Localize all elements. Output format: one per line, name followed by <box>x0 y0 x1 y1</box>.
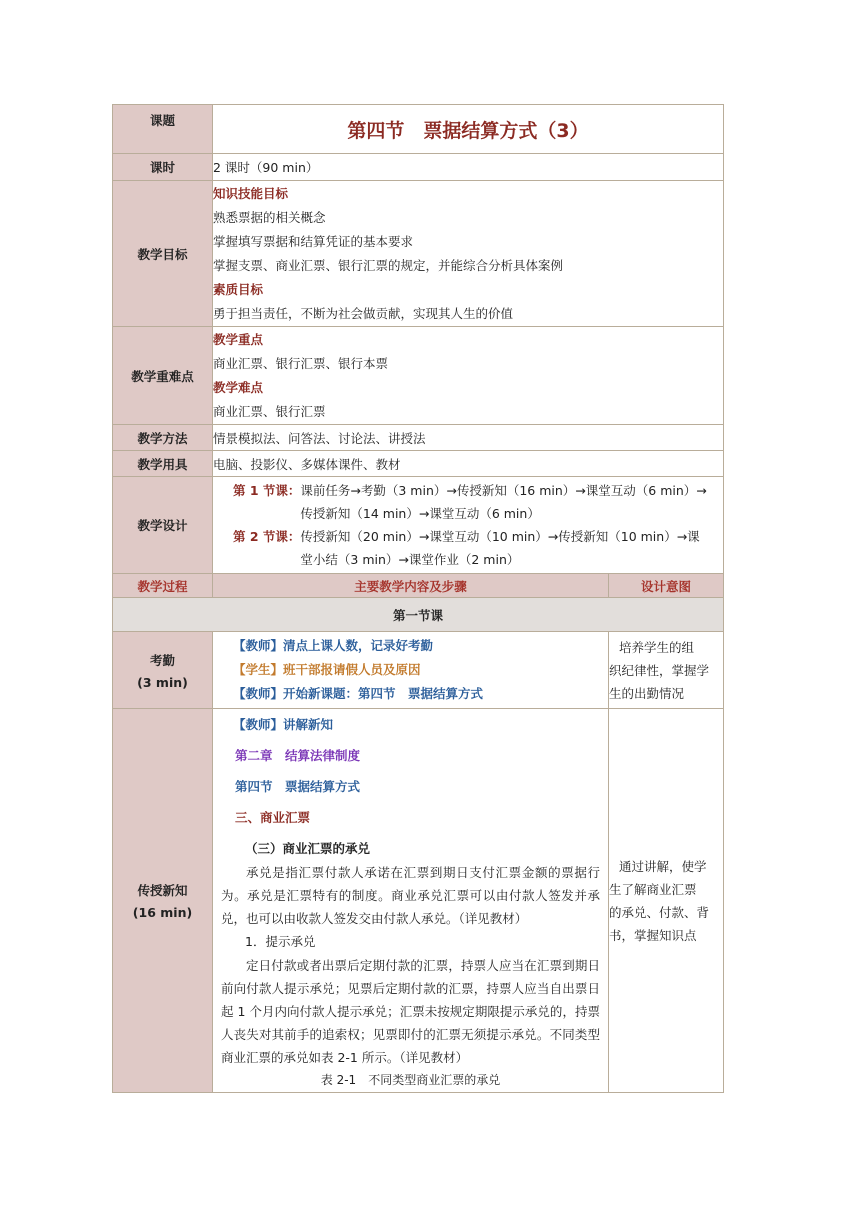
attendance-content <box>213 632 609 709</box>
hours-label: 课时 <box>113 154 213 181</box>
design-label: 教学设计 <box>113 477 213 574</box>
process-header-col1: 教学过程 <box>113 574 213 598</box>
section-heading: 第四节 票据结算方式 <box>235 779 361 794</box>
lesson1-key: 第 1 节课： <box>233 483 301 498</box>
item-heading: 1．提示承兑 <box>245 934 316 949</box>
attendance-line: 【教师】开始新课题：第四节 票据结算方式 <box>233 686 484 701</box>
quality-item: 勇于担当责任，不断为社会做贡献，实现其人生的价值 <box>213 305 514 321</box>
teaching-label-cell <box>113 709 213 1093</box>
process-header-col3: 设计意图 <box>609 574 724 598</box>
teaching-label: 传授新知 <box>137 883 188 898</box>
objectives-label: 教学目标 <box>113 181 213 327</box>
lesson2-line1: 传授新知（20 min）→课堂互动（10 min）→传授新知（10 min）→课 <box>300 529 700 544</box>
design-content <box>213 477 724 574</box>
paragraph: 承兑是指汇票付款人承诺在汇票到期日支付汇票金额的票据行为。承兑是汇票特有的制度。商业承兑汇票可以由付款人签发并承兑，也可以由收款人签发交由付款人承兑。（详见教材） <box>221 865 600 926</box>
attendance-label-cell <box>113 632 213 709</box>
teacher-line: 【教师】讲解新知 <box>233 717 334 732</box>
lesson1-line2: 传授新知（14 min）→课堂互动（6 min） <box>300 506 540 521</box>
focus-title: 教学重点 <box>213 331 264 347</box>
lesson2-line2: 堂小结（3 min）→课堂作业（2 min） <box>300 552 520 567</box>
lesson-title: 第四节 票据结算方式（3） <box>213 105 724 154</box>
objectives-content <box>213 181 724 327</box>
knowledge-title: 知识技能目标 <box>213 185 289 201</box>
process-header-col2: 主要教学内容及步骤 <box>213 574 609 598</box>
knowledge-item: 掌握填写票据和结算凭证的基本要求 <box>213 233 414 249</box>
methods-label: 教学方法 <box>113 425 213 451</box>
knowledge-item: 熟悉票据的相关概念 <box>213 209 326 225</box>
methods-value: 情景模拟法、问答法、讨论法、讲授法 <box>213 425 724 451</box>
section-band: 第一节课 <box>113 598 724 632</box>
quality-title: 素质目标 <box>213 281 264 297</box>
tools-value: 电脑、投影仪、多媒体课件、教材 <box>213 451 724 477</box>
difficulty-value: 商业汇票、银行汇票 <box>213 403 326 419</box>
teaching-intent: 通过讲解，使学 生了解商业汇票 的承兑、付款、背 书，掌握知识点 <box>609 709 724 1093</box>
key-points-content <box>213 327 724 425</box>
chapter-heading: 第二章 结算法律制度 <box>235 748 361 763</box>
topic-label: 课题 <box>113 105 213 154</box>
tools-label: 教学用具 <box>113 451 213 477</box>
hours-value: 2 课时（90 min） <box>213 154 724 181</box>
sub-heading: （三）商业汇票的承兑 <box>245 841 371 856</box>
part-heading: 三、商业汇票 <box>235 810 311 825</box>
teaching-content <box>213 709 609 1093</box>
key-points-label: 教学重难点 <box>113 327 213 425</box>
lesson1-plan <box>233 479 723 525</box>
table-caption: 表 2-1 不同类型商业汇票的承兑 <box>320 1073 501 1087</box>
attendance-line: 【教师】清点上课人数，记录好考勤 <box>233 638 434 653</box>
attendance-time: (3 min) <box>137 674 188 690</box>
teaching-time: (16 min) <box>132 905 193 920</box>
lesson2-key: 第 2 节课： <box>233 529 301 544</box>
attendance-intent: 培养学生的组 织纪律性，掌握学 生的出勤情况 <box>609 632 724 709</box>
focus-value: 商业汇票、银行汇票、银行本票 <box>213 355 389 371</box>
knowledge-item: 掌握支票、商业汇票、银行汇票的规定，并能综合分析具体案例 <box>213 257 564 273</box>
paragraph: 定日付款或者出票后定期付款的汇票，持票人应当在汇票到期日前向付款人提示承兑；见票后定期付款的汇票，持票人应当自出票日起 1 个月内向付款人提示承兑；汇票未按规定期限提示承兑的，持票人丧失对其前手的追索权；见票即付的汇票无须提示承兑。不同类型商业汇票的承兑如表 2-1 所示。（详见教材） <box>221 958 600 1065</box>
attendance-label: 考勤 <box>149 652 175 668</box>
attendance-line: 【学生】班干部报请假人员及原因 <box>233 662 421 677</box>
lesson2-plan <box>233 525 723 571</box>
lesson-plan-table <box>112 104 724 1093</box>
difficulty-title: 教学难点 <box>213 379 264 395</box>
lesson1-line1: 课前任务→考勤（3 min）→传授新知（16 min）→课堂互动（6 min）→ <box>300 483 707 498</box>
